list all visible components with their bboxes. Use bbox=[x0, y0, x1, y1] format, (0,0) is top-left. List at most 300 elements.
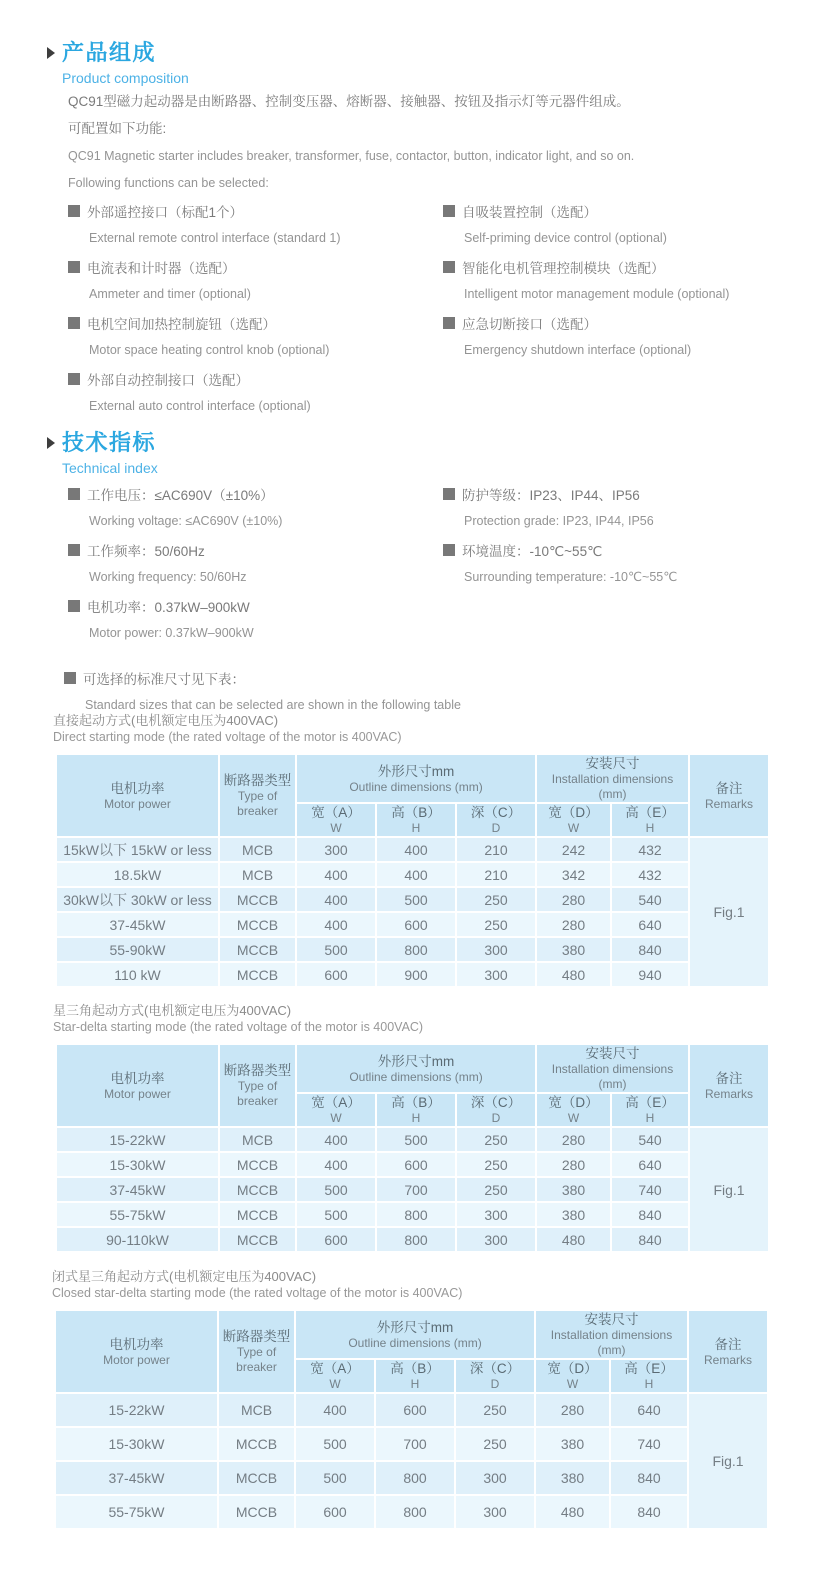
section-title-zh: 技术指标 bbox=[62, 430, 157, 455]
cell-value: 600 bbox=[375, 1393, 455, 1427]
cell-motor-power: 15-22kW bbox=[56, 1127, 219, 1152]
cell-value: 480 bbox=[536, 1227, 611, 1252]
list-item bbox=[68, 257, 443, 301]
header-dimension-col bbox=[296, 1093, 376, 1127]
header-label-en: Remarks bbox=[704, 796, 753, 811]
bullet-square-icon bbox=[443, 544, 455, 556]
cell-value: 500 bbox=[295, 1461, 375, 1495]
section-title-en: Product composition bbox=[62, 70, 189, 86]
cell-value: 380 bbox=[535, 1461, 610, 1495]
cell-motor-power: 37-45kW bbox=[55, 1461, 218, 1495]
cell-value: MCB bbox=[219, 862, 296, 887]
header-dimension-col bbox=[536, 1093, 611, 1127]
table-row bbox=[56, 912, 769, 937]
cell-motor-power: 90-110kW bbox=[56, 1227, 219, 1252]
list-item bbox=[443, 313, 808, 357]
list-item-zh bbox=[68, 484, 443, 504]
header-label-zh: 外形尺寸mm bbox=[377, 763, 455, 779]
header-label-zh: 宽（D） bbox=[548, 805, 599, 820]
list-item-zh bbox=[443, 257, 808, 277]
table-block-star-delta bbox=[53, 1002, 773, 1253]
bullet-square-icon bbox=[68, 544, 80, 556]
feature-list-left bbox=[68, 201, 443, 425]
header-breaker-type bbox=[218, 1310, 295, 1393]
list-item bbox=[68, 540, 443, 584]
header-label-en: W bbox=[567, 821, 580, 835]
header-label-en: Remarks bbox=[704, 1086, 753, 1101]
cell-value: 280 bbox=[536, 1127, 611, 1152]
header-label-zh: 安装尺寸 bbox=[585, 1046, 640, 1061]
cell-value: 640 bbox=[611, 1152, 689, 1177]
cell-value: 400 bbox=[296, 1127, 376, 1152]
cell-motor-power: 55-90kW bbox=[56, 937, 219, 962]
cell-value: 242 bbox=[536, 837, 611, 862]
header-label-en: W bbox=[330, 821, 342, 835]
bullet-square-icon bbox=[68, 488, 80, 500]
cell-value: 250 bbox=[456, 1152, 536, 1177]
header-dimension-col bbox=[375, 1359, 455, 1393]
header-label-en: Installation dimensions (mm) bbox=[551, 772, 674, 801]
intro-line: Following functions can be selected: bbox=[68, 176, 269, 190]
header-label-en: Outline dimensions (mm) bbox=[348, 1335, 482, 1350]
header-dimension-col bbox=[376, 803, 456, 837]
cell-value: 800 bbox=[376, 1227, 456, 1252]
list-item-text-zh: 电机空间加热控制旋钮（选配） bbox=[87, 317, 276, 332]
header-dimension-col bbox=[456, 1093, 536, 1127]
header-breaker-type bbox=[219, 1044, 296, 1127]
list-item-text-zh: 外部遥控接口（标配1个） bbox=[87, 205, 244, 220]
cell-value: 342 bbox=[536, 862, 611, 887]
cell-value: 500 bbox=[296, 1202, 376, 1227]
list-item-text-en: Intelligent motor management module (optional) bbox=[464, 287, 730, 301]
spec-list-left bbox=[68, 484, 443, 652]
table-row bbox=[55, 1427, 768, 1461]
table-caption-en: Direct starting mode (the rated voltage of the motor is 400VAC) bbox=[53, 730, 402, 744]
header-label-en: Remarks bbox=[703, 1352, 752, 1367]
header-label-zh: 高（B） bbox=[390, 1361, 440, 1376]
header-installation-dimensions bbox=[536, 754, 689, 803]
table-caption-zh: 直接起动方式(电机额定电压为400VAC) bbox=[53, 713, 279, 728]
spec-list bbox=[68, 484, 808, 652]
cell-value: 300 bbox=[456, 962, 536, 987]
list-item bbox=[68, 596, 443, 640]
cell-value: 700 bbox=[376, 1177, 456, 1202]
spec-table bbox=[55, 1043, 770, 1253]
cell-value: 500 bbox=[376, 1127, 456, 1152]
intro-line: QC91 Magnetic starter includes breaker, transformer, fuse, contactor, button, indicator light, and so on. bbox=[68, 149, 635, 163]
cell-value: 250 bbox=[455, 1393, 535, 1427]
cell-value: MCB bbox=[218, 1393, 295, 1427]
header-dimension-col bbox=[376, 1093, 456, 1127]
note-text-en: Standard sizes that can be selected are shown in the following table bbox=[85, 698, 461, 712]
cell-value: 400 bbox=[296, 887, 376, 912]
cell-value: 840 bbox=[611, 937, 689, 962]
table-host bbox=[55, 753, 773, 988]
table-row bbox=[56, 837, 769, 862]
table-row bbox=[56, 862, 769, 887]
list-item-text-en: Ammeter and timer (optional) bbox=[89, 287, 251, 301]
cell-value: 700 bbox=[375, 1427, 455, 1461]
list-item-text-zh: 防护等级：IP23、IP44、IP56 bbox=[462, 488, 640, 503]
table-caption-en: Closed star-delta starting mode (the rated voltage of the motor is 400VAC) bbox=[52, 1286, 463, 1300]
section-arrow-icon bbox=[47, 437, 55, 449]
table-row bbox=[56, 1227, 769, 1252]
header-label-zh: 高（E） bbox=[625, 1095, 675, 1110]
cell-value: 540 bbox=[611, 887, 689, 912]
list-item-zh bbox=[443, 313, 808, 333]
cell-value: MCCB bbox=[218, 1495, 295, 1529]
table-block-closed-star-delta bbox=[52, 1268, 772, 1530]
bullet-square-icon bbox=[68, 600, 80, 612]
cell-value: 840 bbox=[611, 1227, 689, 1252]
table-row bbox=[56, 962, 769, 987]
cell-value: MCCB bbox=[219, 1152, 296, 1177]
cell-value: 210 bbox=[456, 837, 536, 862]
header-label-zh: 断路器类型 bbox=[223, 773, 292, 788]
list-item-text-en: Working voltage: ≤AC690V (±10%) bbox=[89, 514, 283, 528]
list-item-zh bbox=[68, 257, 443, 277]
cell-value: 280 bbox=[536, 887, 611, 912]
cell-value: MCCB bbox=[219, 887, 296, 912]
note-text-zh: 可选择的标准尺寸见下表： bbox=[83, 672, 245, 687]
header-label-en: D bbox=[491, 1111, 501, 1125]
cell-value: 250 bbox=[456, 1177, 536, 1202]
cell-value: 400 bbox=[376, 837, 456, 862]
table-host bbox=[54, 1309, 772, 1530]
list-item-zh bbox=[68, 540, 443, 560]
cell-value: 300 bbox=[455, 1495, 535, 1529]
table-caption-zh: 星三角起动方式(电机额定电压为400VAC) bbox=[53, 1003, 292, 1018]
cell-value: 840 bbox=[610, 1461, 688, 1495]
header-label-zh: 电机功率 bbox=[110, 1070, 165, 1086]
header-label-en: Installation dimensions (mm) bbox=[551, 1062, 674, 1091]
header-label-zh: 高（B） bbox=[391, 805, 441, 820]
header-dimension-col bbox=[536, 803, 611, 837]
table-header-row bbox=[56, 754, 769, 803]
header-motor-power bbox=[56, 1044, 219, 1127]
cell-value: 500 bbox=[295, 1427, 375, 1461]
list-item-text-en: Motor power: 0.37kW–900kW bbox=[89, 626, 254, 640]
list-item bbox=[68, 201, 443, 245]
section-arrow-icon bbox=[47, 47, 55, 59]
header-remarks bbox=[689, 754, 769, 837]
bullet-square-icon bbox=[443, 317, 455, 329]
cell-value: 840 bbox=[611, 1202, 689, 1227]
bullet-square-icon bbox=[68, 261, 80, 273]
header-label-zh: 安装尺寸 bbox=[584, 1312, 639, 1327]
header-label-zh: 断路器类型 bbox=[222, 1329, 291, 1344]
section-product-composition-header bbox=[47, 36, 189, 86]
list-item-text-zh: 应急切断接口（选配） bbox=[462, 317, 597, 332]
cell-value: 540 bbox=[611, 1127, 689, 1152]
table-host bbox=[55, 1043, 773, 1253]
cell-value: 300 bbox=[296, 837, 376, 862]
header-label-en: Type of breaker bbox=[237, 1079, 278, 1108]
spec-table bbox=[55, 753, 770, 988]
list-item-text-en: Working frequency: 50/60Hz bbox=[89, 570, 247, 584]
list-item-text-zh: 工作频率：50/60Hz bbox=[87, 544, 205, 559]
header-label-zh: 高（E） bbox=[625, 805, 675, 820]
section-title-en: Technical index bbox=[62, 460, 158, 476]
header-label-zh: 电机功率 bbox=[109, 1336, 164, 1352]
cell-motor-power: 30kW以下 30kW or less bbox=[56, 887, 219, 912]
list-item-text-zh: 电流表和计时器（选配） bbox=[87, 261, 236, 276]
cell-value: 300 bbox=[455, 1461, 535, 1495]
cell-value: 300 bbox=[456, 1227, 536, 1252]
cell-value: MCCB bbox=[219, 1227, 296, 1252]
list-item bbox=[443, 540, 808, 584]
bullet-square-icon bbox=[64, 672, 76, 684]
table-header-row bbox=[56, 1044, 769, 1093]
cell-value: MCCB bbox=[218, 1461, 295, 1495]
table-row bbox=[56, 887, 769, 912]
cell-value: 600 bbox=[376, 912, 456, 937]
cell-motor-power: 18.5kW bbox=[56, 862, 219, 887]
cell-value: 500 bbox=[376, 887, 456, 912]
cell-value: MCCB bbox=[219, 1177, 296, 1202]
list-item-text-en: Surrounding temperature: -10℃~55℃ bbox=[464, 570, 678, 584]
header-label-zh: 备注 bbox=[714, 1336, 742, 1352]
cell-value: MCB bbox=[219, 1127, 296, 1152]
cell-remark: Fig.1 bbox=[688, 1393, 768, 1529]
list-item-zh bbox=[68, 369, 443, 389]
header-installation-dimensions bbox=[535, 1310, 688, 1359]
cell-value: 280 bbox=[535, 1393, 610, 1427]
cell-value: 500 bbox=[296, 1177, 376, 1202]
cell-value: MCCB bbox=[219, 1202, 296, 1227]
list-item-text-en: Emergency shutdown interface (optional) bbox=[464, 343, 692, 357]
header-outline-dimensions bbox=[295, 1310, 535, 1359]
cell-value: 250 bbox=[456, 912, 536, 937]
header-label-zh: 宽（D） bbox=[548, 1095, 599, 1110]
list-item bbox=[443, 484, 808, 528]
table-row bbox=[55, 1461, 768, 1495]
header-label-en: H bbox=[645, 1111, 655, 1125]
intro-paragraphs bbox=[68, 94, 798, 202]
spec-table bbox=[54, 1309, 769, 1530]
table-row bbox=[55, 1495, 768, 1529]
header-remarks bbox=[688, 1310, 768, 1393]
cell-motor-power: 37-45kW bbox=[56, 912, 219, 937]
cell-value: 300 bbox=[456, 937, 536, 962]
list-item-text-en: Protection grade: IP23, IP44, IP56 bbox=[464, 514, 654, 528]
header-label-zh: 宽（A） bbox=[311, 805, 361, 820]
header-label-en: W bbox=[329, 1377, 341, 1391]
cell-value: 432 bbox=[611, 837, 689, 862]
list-item-zh bbox=[68, 596, 443, 616]
cell-value: 432 bbox=[611, 862, 689, 887]
cell-motor-power: 15kW以下 15kW or less bbox=[56, 837, 219, 862]
header-label-zh: 宽（D） bbox=[547, 1361, 598, 1376]
cell-motor-power: 55-75kW bbox=[56, 1202, 219, 1227]
list-item-text-en: External remote control interface (standard 1) bbox=[89, 231, 341, 245]
header-outline-dimensions bbox=[296, 1044, 536, 1093]
list-item-zh bbox=[68, 201, 443, 221]
header-dimension-col bbox=[611, 803, 689, 837]
cell-value: 600 bbox=[295, 1495, 375, 1529]
list-item-text-en: External auto control interface (optional) bbox=[89, 399, 311, 413]
section-title-zh: 产品组成 bbox=[62, 40, 157, 65]
header-label-en: D bbox=[490, 1377, 500, 1391]
header-label-zh: 深（C） bbox=[470, 805, 522, 820]
section-technical-index-header bbox=[47, 426, 158, 476]
table-row bbox=[56, 1127, 769, 1152]
header-dimension-col bbox=[610, 1359, 688, 1393]
header-breaker-type bbox=[219, 754, 296, 837]
cell-value: 900 bbox=[376, 962, 456, 987]
header-label-zh: 电机功率 bbox=[110, 780, 165, 796]
list-item-text-en: Self-priming device control (optional) bbox=[464, 231, 667, 245]
table-row bbox=[56, 1202, 769, 1227]
cell-value: 380 bbox=[535, 1427, 610, 1461]
cell-value: 400 bbox=[376, 862, 456, 887]
header-dimension-col bbox=[455, 1359, 535, 1393]
cell-value: MCCB bbox=[218, 1427, 295, 1461]
cell-value: MCCB bbox=[219, 937, 296, 962]
header-label-en: H bbox=[410, 1377, 420, 1391]
cell-value: 380 bbox=[536, 1177, 611, 1202]
intro-line: 可配置如下功能: bbox=[68, 121, 167, 136]
cell-value: 740 bbox=[611, 1177, 689, 1202]
cell-value: 600 bbox=[296, 962, 376, 987]
header-label-zh: 外形尺寸mm bbox=[377, 1053, 455, 1069]
cell-value: 800 bbox=[375, 1461, 455, 1495]
table-block-direct-starting bbox=[53, 712, 773, 988]
header-motor-power bbox=[55, 1310, 218, 1393]
cell-value: MCB bbox=[219, 837, 296, 862]
cell-value: 280 bbox=[536, 1152, 611, 1177]
cell-value: 380 bbox=[536, 937, 611, 962]
table-caption-zh: 闭式星三角起动方式(电机额定电压为400VAC) bbox=[52, 1269, 317, 1284]
header-label-en: Type of breaker bbox=[237, 789, 278, 818]
cell-value: MCCB bbox=[219, 912, 296, 937]
bullet-square-icon bbox=[443, 488, 455, 500]
header-label-en: Type of breaker bbox=[236, 1345, 277, 1374]
header-dimension-col bbox=[456, 803, 536, 837]
header-label-en: Motor power bbox=[104, 796, 171, 811]
header-label-en: W bbox=[566, 1377, 579, 1391]
table-row bbox=[56, 937, 769, 962]
header-label-en: Motor power bbox=[103, 1352, 170, 1367]
header-label-en: Installation dimensions (mm) bbox=[550, 1328, 673, 1357]
cell-value: 300 bbox=[456, 1202, 536, 1227]
cell-value: 840 bbox=[610, 1495, 688, 1529]
header-label-en: D bbox=[491, 821, 501, 835]
cell-value: 600 bbox=[376, 1152, 456, 1177]
header-label-zh: 深（C） bbox=[469, 1361, 521, 1376]
table-row bbox=[56, 1152, 769, 1177]
header-label-en: Outline dimensions (mm) bbox=[349, 779, 483, 794]
cell-value: 210 bbox=[456, 862, 536, 887]
header-dimension-col bbox=[296, 803, 376, 837]
header-dimension-col bbox=[295, 1359, 375, 1393]
header-label-en: W bbox=[330, 1111, 342, 1125]
header-dimension-col bbox=[611, 1093, 689, 1127]
cell-remark: Fig.1 bbox=[689, 837, 769, 987]
cell-value: 400 bbox=[296, 1152, 376, 1177]
bullet-square-icon bbox=[443, 261, 455, 273]
list-item-text-zh: 外部自动控制接口（选配） bbox=[87, 373, 249, 388]
header-label-en: H bbox=[645, 821, 655, 835]
header-label-zh: 备注 bbox=[715, 780, 743, 796]
cell-value: 380 bbox=[536, 1202, 611, 1227]
header-outline-dimensions bbox=[296, 754, 536, 803]
list-item-text-zh: 工作电压：≤AC690V（±10%） bbox=[87, 488, 274, 503]
header-label-zh: 深（C） bbox=[470, 1095, 522, 1110]
bullet-square-icon bbox=[68, 373, 80, 385]
cell-value: 800 bbox=[376, 1202, 456, 1227]
cell-remark: Fig.1 bbox=[689, 1127, 769, 1252]
list-item-zh bbox=[68, 313, 443, 333]
list-item-text-zh: 自吸装置控制（选配） bbox=[462, 205, 597, 220]
header-remarks bbox=[689, 1044, 769, 1127]
table-header-row bbox=[55, 1310, 768, 1359]
list-item-text-en: Motor space heating control knob (optional) bbox=[89, 343, 330, 357]
cell-value: 640 bbox=[611, 912, 689, 937]
table-caption-en: Star-delta starting mode (the rated voltage of the motor is 400VAC) bbox=[53, 1020, 424, 1034]
cell-value: 250 bbox=[455, 1427, 535, 1461]
list-item-text-zh: 环境温度：-10℃~55℃ bbox=[462, 544, 603, 559]
header-motor-power bbox=[56, 754, 219, 837]
cell-value: 400 bbox=[295, 1393, 375, 1427]
list-item-text-zh: 电机功率：0.37kW–900kW bbox=[87, 600, 250, 615]
header-label-en: Motor power bbox=[104, 1086, 171, 1101]
cell-value: 800 bbox=[375, 1495, 455, 1529]
list-item bbox=[68, 313, 443, 357]
cell-value: 280 bbox=[536, 912, 611, 937]
header-label-en: Outline dimensions (mm) bbox=[349, 1069, 483, 1084]
cell-value: 250 bbox=[456, 887, 536, 912]
cell-motor-power: 15-30kW bbox=[55, 1427, 218, 1461]
header-label-zh: 外形尺寸mm bbox=[376, 1319, 454, 1335]
cell-value: 800 bbox=[376, 937, 456, 962]
list-item bbox=[443, 201, 808, 245]
cell-value: 500 bbox=[296, 937, 376, 962]
header-label-zh: 宽（A） bbox=[311, 1095, 361, 1110]
cell-value: 480 bbox=[536, 962, 611, 987]
list-item bbox=[68, 484, 443, 528]
header-label-en: H bbox=[411, 1111, 421, 1125]
cell-value: 600 bbox=[296, 1227, 376, 1252]
header-label-en: H bbox=[411, 821, 421, 835]
cell-value: 740 bbox=[610, 1427, 688, 1461]
list-item-text-zh: 智能化电机管理控制模块（选配） bbox=[462, 261, 665, 276]
spec-list-right bbox=[443, 484, 808, 652]
table-row bbox=[56, 1177, 769, 1202]
cell-value: 940 bbox=[611, 962, 689, 987]
list-item-zh bbox=[443, 484, 808, 504]
list-item bbox=[68, 369, 443, 413]
header-label-en: H bbox=[644, 1377, 654, 1391]
cell-value: 400 bbox=[296, 912, 376, 937]
header-label-zh: 宽（A） bbox=[310, 1361, 360, 1376]
cell-value: 250 bbox=[456, 1127, 536, 1152]
list-item bbox=[443, 257, 808, 301]
cell-motor-power: 15-22kW bbox=[55, 1393, 218, 1427]
header-dimension-col bbox=[535, 1359, 610, 1393]
header-label-zh: 断路器类型 bbox=[223, 1063, 292, 1078]
header-label-zh: 高（E） bbox=[624, 1361, 674, 1376]
cell-value: 400 bbox=[296, 862, 376, 887]
cell-motor-power: 55-75kW bbox=[55, 1495, 218, 1529]
header-label-en: W bbox=[567, 1111, 580, 1125]
header-installation-dimensions bbox=[536, 1044, 689, 1093]
feature-list bbox=[68, 201, 808, 425]
header-label-zh: 备注 bbox=[715, 1070, 743, 1086]
table-row bbox=[55, 1393, 768, 1427]
list-item-zh bbox=[443, 201, 808, 221]
list-item-zh bbox=[443, 540, 808, 560]
